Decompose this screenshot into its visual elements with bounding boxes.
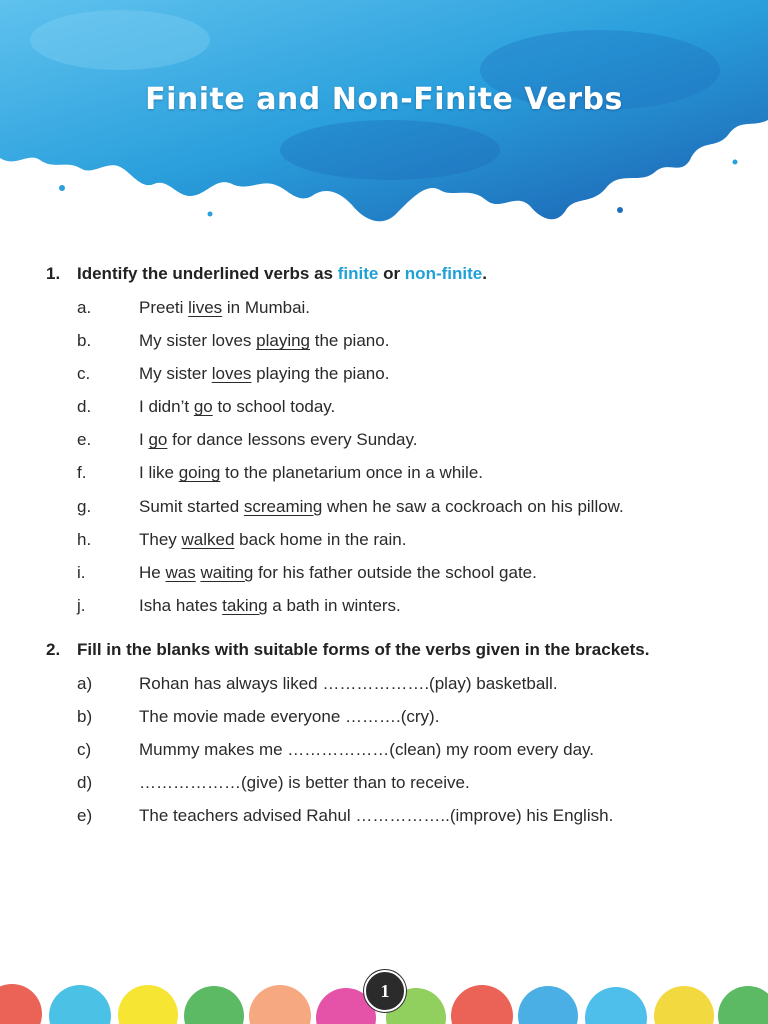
item-label: f. [77,463,87,483]
underlined-verb: go [148,430,168,450]
sentence-text: My sister loves [139,331,257,351]
list-item [46,357,746,390]
sentence-text: He [139,562,166,582]
sentence-text: My sister [139,364,212,384]
underlined-verb: was [165,562,196,582]
item-label: g. [77,496,92,516]
keyword-finite: finite [337,264,379,283]
sentence [108,556,537,589]
item-label: a. [77,298,92,317]
list-item [46,423,746,456]
item-label: e) [77,806,93,826]
question-2-number: 2. [46,640,61,659]
sentence [108,324,389,357]
list-item [46,490,746,523]
sentence [108,357,389,390]
sentence [108,490,624,523]
sentence-text: Mummy makes me ………………(clean) my room every day. [139,740,594,760]
sentence-text: for his father outside the school gate. [253,562,537,582]
list-item [46,291,746,324]
item-label: b. [77,331,92,351]
underlined-verb: waiting [200,562,254,582]
page-number: 1 [364,970,406,1012]
sentence [108,423,417,456]
sentence-text: for dance lessons every Sunday. [167,430,418,450]
sentence-text: They [139,529,182,549]
sentence-text: The teachers advised Rahul ……………..(improve) his English. [139,806,614,826]
list-item [46,733,746,766]
question-2 [46,638,746,832]
underlined-verb: screaming [243,496,323,516]
sentence [108,523,406,556]
list-item [46,700,746,733]
sentence [108,390,335,423]
decor-dot [118,985,178,1024]
sentence-text: Sumit started [139,496,244,516]
sentence-text: a bath in winters. [267,595,401,615]
list-item [46,456,746,489]
item-label: d) [77,773,93,793]
underlined-verb: going [178,463,221,483]
list-item [46,324,746,357]
question-1-list [46,291,746,622]
sentence-text: to the planetarium once in a while. [220,463,484,483]
question-1-number: 1. [46,264,61,283]
sentence-text: the piano. [310,331,390,351]
sentence-text: I like [139,463,179,483]
decor-dot [184,986,244,1024]
decor-dot [518,986,578,1024]
sentence [108,456,483,489]
underlined-verb: go [193,397,213,417]
sentence-text: Rohan has always liked ……………….(play) basketball. [139,674,558,693]
decor-dot [49,985,111,1024]
sentence-text: to school today. [212,397,336,417]
sentence-text: The movie made everyone ……….(cry). [139,707,440,727]
decor-dot [0,984,42,1024]
item-label: c. [77,364,91,384]
instruction-text: Identify the underlined verbs as [77,264,338,283]
item-label: i. [77,562,86,582]
decor-dot [585,987,647,1024]
header-banner [0,0,768,240]
item-label: a) [77,674,93,693]
question-1-heading [46,262,746,286]
watercolor-splash [0,0,768,240]
list-item [46,589,746,622]
item-label: j. [77,595,86,615]
sentence-text: back home in the rain. [234,529,407,549]
sentence-text: Preeti [139,298,189,317]
underlined-verb: walked [181,529,235,549]
item-label: h. [77,529,92,549]
decor-dot [718,986,768,1024]
underlined-verb: lives [188,298,223,317]
sentence-text: in Mumbai. [222,298,311,317]
sentence [108,291,310,324]
decor-dot [654,986,714,1024]
sentence [108,589,401,622]
question-2-list [46,667,746,832]
instruction-text: . [482,264,487,283]
keyword-non-finite: non-finite [404,264,483,283]
item-label: c) [77,740,92,760]
underlined-verb: loves [211,364,252,384]
sentence-text: I [139,430,149,450]
decor-dot [451,985,513,1024]
list-item [46,766,746,799]
question-1-instruction [77,262,487,286]
list-item [46,556,746,589]
underlined-verb: playing [256,331,311,351]
list-item [46,523,746,556]
page-title: Finite and Non-Finite Verbs [145,82,623,117]
item-label: b) [77,707,93,727]
list-item [46,390,746,423]
sentence-text: ………………(give) is better than to receive. [139,773,470,793]
question-2-instruction: Fill in the blanks with suitable forms of the verbs given in the brackets. [77,640,650,659]
instruction-text: or [378,264,405,283]
list-item [46,667,746,700]
question-1 [46,262,746,622]
sentence-text: when he saw a cockroach on his pillow. [322,496,624,516]
sentence-text: I didn’t [139,397,194,417]
item-label: d. [77,397,92,417]
underlined-verb: taking [222,595,268,615]
item-label: e. [77,430,92,450]
question-2-heading [46,638,746,662]
sentence-text: Isha hates [139,595,223,615]
list-item [46,799,746,832]
sentence-text: playing the piano. [251,364,390,384]
decor-dot [249,985,311,1024]
